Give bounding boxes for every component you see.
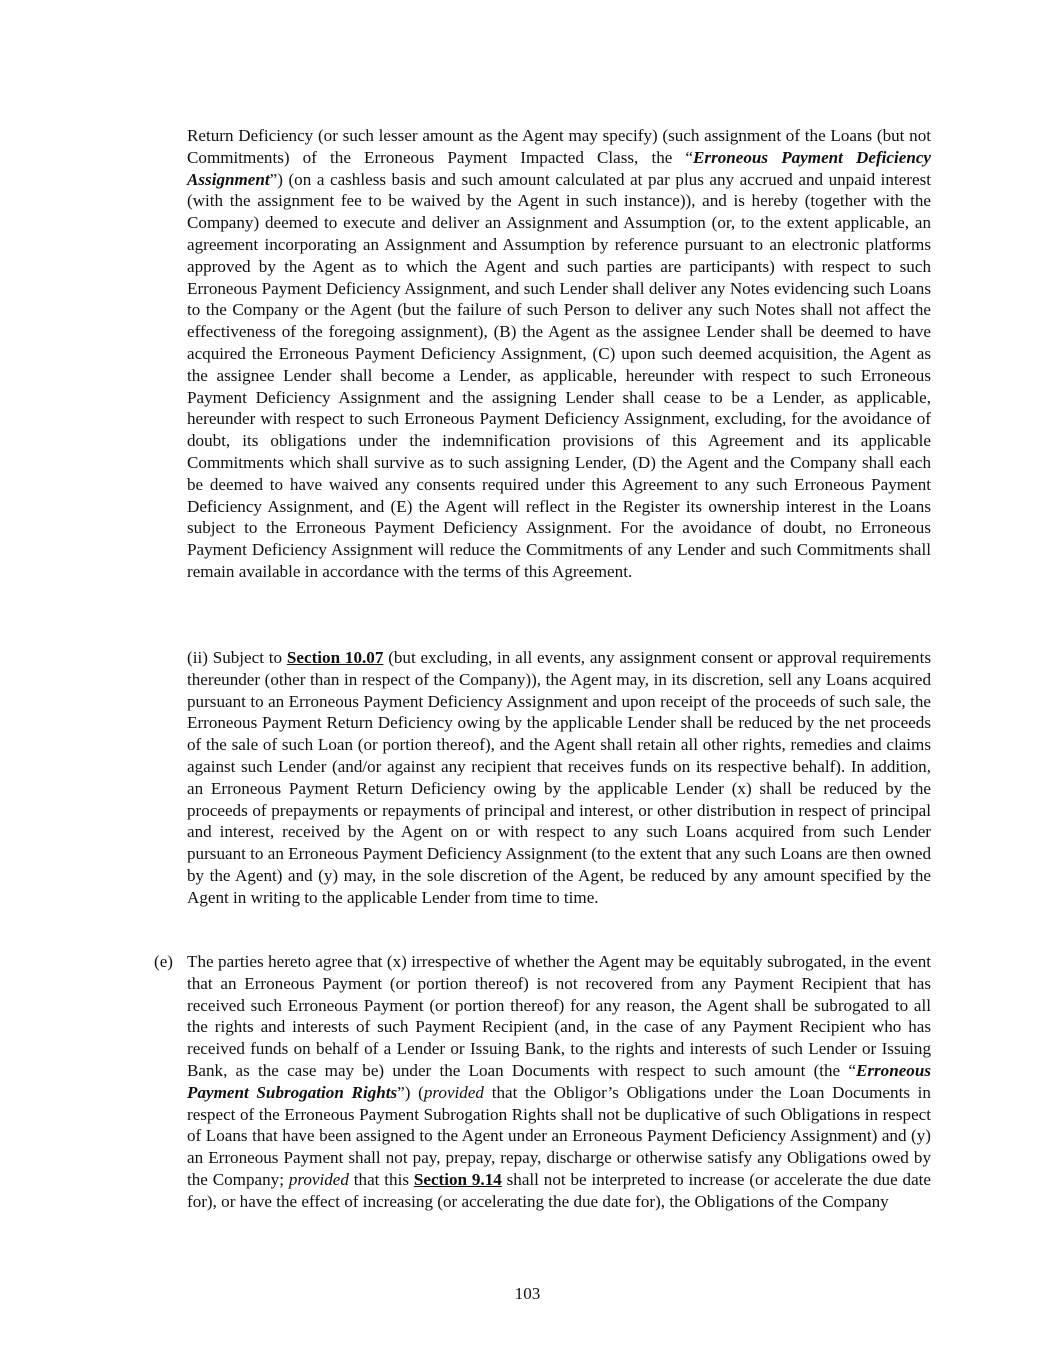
defined-term: Erroneous Payment Subrogation Rights [187, 1060, 931, 1102]
subparagraph-ii [187, 647, 931, 909]
clause-marker: (e) [154, 952, 173, 971]
page-number: 103 [514, 1284, 541, 1303]
paragraph-text: Return Deficiency (or such lesser amount as the Agent may specify) (such assignment of the Loans (but not Commitments) of the Erroneous Payment Impacted Class, the “ [187, 126, 931, 167]
paragraph-text: ”) ( [397, 1082, 424, 1102]
paragraph-text: that the Obligor’s Obligations under the Loan Documents in respect of the Erroneous Payment Subrogation Rights shall not be duplicative of such Obligations in respect of Loans that have been assigned to the Agent under an Erroneous Payment Deficiency Assignment) and (y) an Erroneous Payment shall not pay, prepay, repay, discharge or otherwise satisfy any Obligations owed by the Company; [187, 1082, 931, 1189]
paragraph-continuation [187, 125, 931, 583]
paragraph-text: (ii) Subject to [187, 648, 287, 667]
paragraph-text: The parties hereto agree that (x) irrespective of whether the Agent may be equitably subrogated, in the event that an Erroneous Payment (or portion thereof) is not recovered from any Payment Recipient that has received such Erroneous Payment (or portion thereof) for any reason, the Agent shall be subrogated to all the rights and interests of such Payment Recipient (and, in the case of any Payment Recipient who has received funds on behalf of a Lender or Issuing Bank, to the rights and interests of such Lender or Issuing Bank, as the case may be) under the Loan Documents with respect to such amount (the “ [187, 952, 931, 1080]
paragraph-text: shall not be interpreted to increase (or accelerate the due date for), or have the effect of increasing (or accelerating the due date for), the Obligations of the Company [187, 1169, 931, 1211]
section-reference: Section 10.07 [286, 648, 384, 667]
section-reference: Section 9.14 [413, 1169, 502, 1189]
clause-e [187, 951, 931, 1213]
paragraph-text: (but excluding, in all events, any assignment consent or approval requirements thereunder (other than in respect of the Company)), the Agent may, in its discretion, sell any Loans acquired pursuant to an Erroneous Payment Deficiency Assignment and upon receipt of the proceeds of such sale, the Erroneous Payment Return Deficiency owing by the applicable Lender shall be reduced by the net proceeds of the sale of such Loan (or portion thereof), and the Agent shall retain all other rights, remedies and claims against such Lender (and/or against any recipient that receives funds on its respective behalf). In addition, an Erroneous Payment Return Deficiency owing by the applicable Lender (x) shall be reduced by the proceeds of prepayments or repayments of principal and interest, or other distribution in respect of principal and interest, received by the Agent on or with respect to any such Loans acquired from such Lender pursuant to an Erroneous Payment Deficiency Assignment (to the extent that any such Loans are then owned by the Agent) and (y) may, in the sole discretion of the Agent, be reduced by any amount specified by the Agent in writing to the applicable Lender from time to time. [187, 648, 931, 907]
defined-term: Erroneous Payment Deficiency Assignment [187, 147, 931, 189]
paragraph-text: that this [348, 1169, 414, 1189]
proviso-term: provided [423, 1082, 484, 1102]
paragraph-text: ”) (on a cashless basis and such amount calculated at par plus any accrued and unpaid interest (with the assignment fee to be waived by the Agent in such instance)), and is hereby (together with the Company) deemed to execute and deliver an Assignment and Assumption (or, to the extent applicable, an agreement incorporating an Assignment and Assumption by reference pursuant to an electronic platforms approved by the Agent as to which the Agent and such parties are participants) with respect to such Erroneous Payment Deficiency Assignment, and such Lender shall deliver any Notes evidencing such Loans to the Company or the Agent (but the failure of such Person to deliver any such Notes shall not affect the effectiveness of the foregoing assignment), (B) the Agent as the assignee Lender shall be deemed to have acquired the Erroneous Payment Deficiency Assignment, (C) upon such deemed acquisition, the Agent as the assignee Lender shall become a Lender, as applicable, hereunder with respect to such Erroneous Payment Deficiency Assignment and the assigning Lender shall cease to be a Lender, as applicable, hereunder with respect to such Erroneous Payment Deficiency Assignment, excluding, for the avoidance of doubt, its obligations under the indemnification provisions of this Agreement and its applicable Commitments which shall survive as to such assigning Lender, (D) the Agent and the Company shall each be deemed to have waived any consents required under this Agreement to any such Erroneous Payment Deficiency Assignment, and (E) the Agent will reflect in the Register its ownership interest in the Loans subject to the Erroneous Payment Deficiency Assignment. For the avoidance of doubt, no Erroneous Payment Deficiency Assignment will reduce the Commitments of any Lender and such Commitments shall remain available in accordance with the terms of this Agreement. [187, 169, 931, 581]
proviso-term: provided [288, 1169, 349, 1189]
